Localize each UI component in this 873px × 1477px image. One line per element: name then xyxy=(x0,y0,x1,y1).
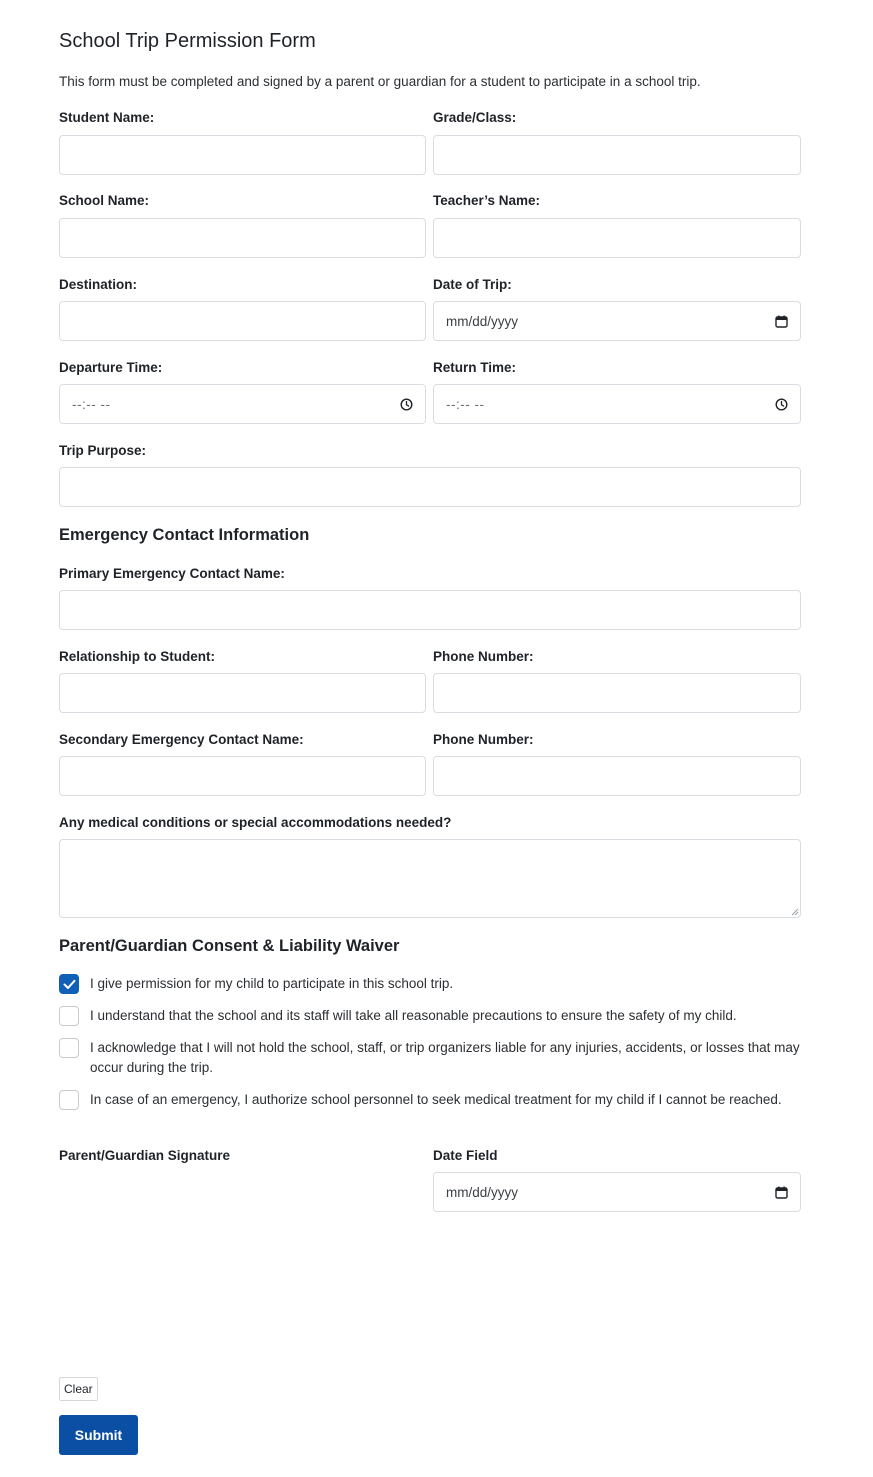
consent-medical-checkbox[interactable] xyxy=(59,1090,79,1110)
consent-safety-text: I understand that the school and its staff will take all reasonable precautions to ensure the safety of my child. xyxy=(90,1008,737,1023)
student-name-label: Student Name: xyxy=(59,110,155,125)
primary-phone-label: Phone Number: xyxy=(433,649,534,664)
return-time-label: Return Time: xyxy=(433,360,517,375)
relationship-label: Relationship to Student: xyxy=(59,649,215,664)
secondary-contact-label: Secondary Emergency Contact Name: xyxy=(59,732,304,747)
consent-safety-row[interactable] xyxy=(59,1006,809,1026)
secondary-phone-label: Phone Number: xyxy=(433,732,534,747)
signature-date-input[interactable] xyxy=(433,1172,801,1212)
school-name-label: School Name: xyxy=(59,193,150,208)
trip-purpose-input[interactable] xyxy=(59,467,801,507)
consent-safety-checkbox[interactable] xyxy=(59,1006,79,1026)
school-name-input[interactable] xyxy=(59,218,426,258)
emergency-section-heading: Emergency Contact Information xyxy=(59,526,310,544)
departure-time-input[interactable] xyxy=(59,384,426,424)
destination-input[interactable] xyxy=(59,301,426,341)
signature-date-placeholder: mm/dd/yyyy xyxy=(446,1184,519,1200)
calendar-icon[interactable] xyxy=(775,315,788,328)
destination-label: Destination: xyxy=(59,277,138,292)
grade-class-input[interactable] xyxy=(433,135,801,175)
grade-class-label: Grade/Class: xyxy=(433,110,517,125)
consent-permission-text: I give permission for my child to participate in this school trip. xyxy=(90,976,454,991)
teacher-name-label: Teacher’s Name: xyxy=(433,193,541,208)
departure-time-label: Departure Time: xyxy=(59,360,163,375)
submit-button[interactable]: Submit xyxy=(59,1415,138,1455)
trip-date-input[interactable] xyxy=(433,301,801,341)
return-time-input[interactable] xyxy=(433,384,801,424)
calendar-icon[interactable] xyxy=(775,1186,788,1199)
consent-section-heading: Parent/Guardian Consent & Liability Waiver xyxy=(59,937,400,955)
clear-signature-button[interactable]: Clear xyxy=(59,1377,98,1401)
consent-permission-checkbox[interactable] xyxy=(59,974,79,994)
signature-pad[interactable] xyxy=(59,1172,426,1332)
consent-medical-row[interactable] xyxy=(59,1090,809,1110)
medical-conditions-wrapper xyxy=(59,839,801,918)
trip-date-placeholder: mm/dd/yyyy xyxy=(446,313,519,329)
departure-time-placeholder: --:-- -- xyxy=(72,396,111,412)
consent-liability-checkbox[interactable] xyxy=(59,1038,79,1058)
clock-icon[interactable] xyxy=(400,398,413,411)
consent-permission-row[interactable] xyxy=(59,974,809,994)
student-name-input[interactable] xyxy=(59,135,426,175)
primary-contact-label: Primary Emergency Contact Name: xyxy=(59,566,285,581)
form-intro: This form must be completed and signed by a parent or guardian for a student to participate in a school trip. xyxy=(59,74,701,89)
trip-date-label: Date of Trip: xyxy=(433,277,512,292)
consent-liability-row[interactable] xyxy=(59,1038,809,1078)
checkmark-icon xyxy=(63,979,76,990)
signature-label: Parent/Guardian Signature xyxy=(59,1148,231,1163)
trip-purpose-label: Trip Purpose: xyxy=(59,443,147,458)
teacher-name-input[interactable] xyxy=(433,218,801,258)
secondary-phone-input[interactable] xyxy=(433,756,801,796)
medical-conditions-textarea[interactable] xyxy=(59,839,801,918)
consent-medical-text: In case of an emergency, I authorize school personnel to seek medical treatment for my child if I cannot be reached. xyxy=(90,1092,782,1107)
page-title: School Trip Permission Form xyxy=(59,30,316,52)
medical-conditions-label: Any medical conditions or special accommodations needed? xyxy=(59,815,452,830)
consent-liability-text: I acknowledge that I will not hold the school, staff, or trip organizers liable for any injuries, accidents, or losses that may occur during the trip. xyxy=(90,1040,800,1075)
return-time-placeholder: --:-- -- xyxy=(446,396,485,412)
relationship-input[interactable] xyxy=(59,673,426,713)
resize-grip-icon[interactable] xyxy=(791,908,799,916)
primary-phone-input[interactable] xyxy=(433,673,801,713)
secondary-contact-input[interactable] xyxy=(59,756,426,796)
signature-date-label: Date Field xyxy=(433,1148,498,1163)
clock-icon[interactable] xyxy=(775,398,788,411)
primary-contact-input[interactable] xyxy=(59,590,801,630)
